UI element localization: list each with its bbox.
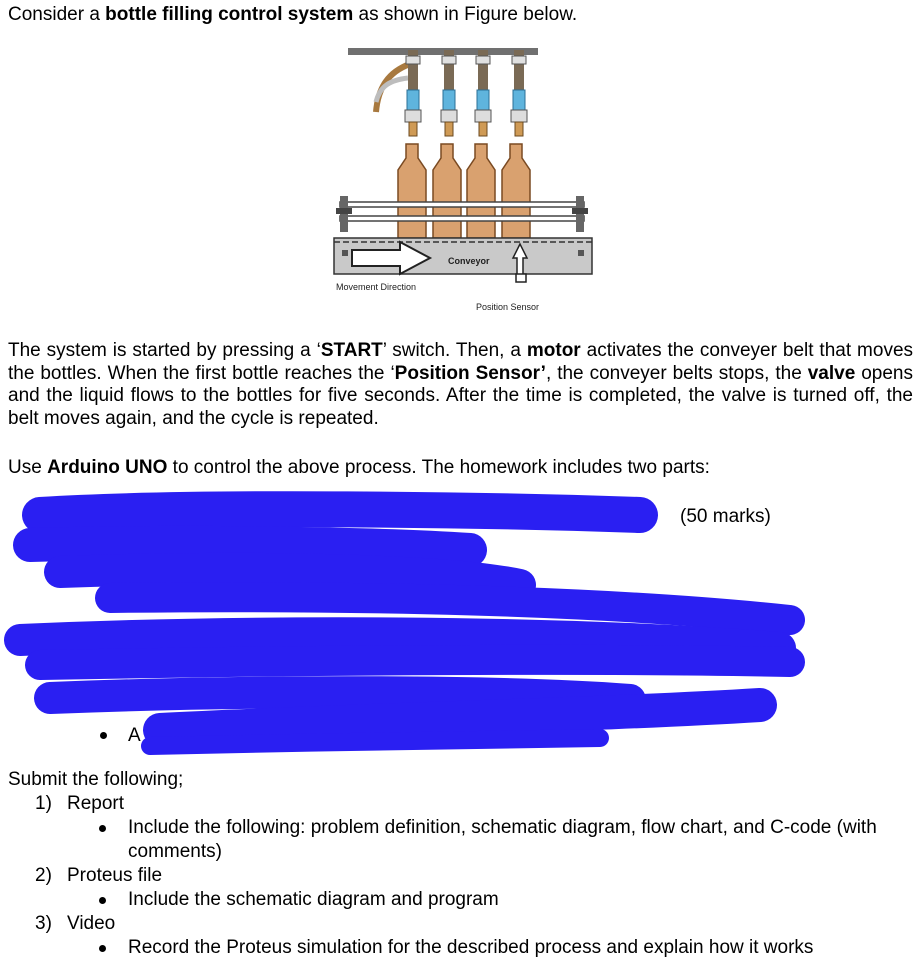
redacted-fragment-1: 1\	[36, 506, 52, 527]
para-text-2: ’ switch. Then, a	[382, 340, 527, 361]
redacted-bullet-dot	[100, 732, 107, 739]
intro-bold-term: bottle filling control system	[105, 4, 354, 25]
redacted-fragment-3: A	[128, 725, 141, 746]
bottle-1	[398, 144, 426, 238]
bullet-text: Include the schematic diagram and program	[128, 889, 499, 910]
para-text-3: activates the conveyer belt that moves the bottles. When the first bottle reaches the ‘	[8, 340, 914, 384]
item-label: Video	[67, 913, 116, 934]
guide-rail-lower	[340, 216, 584, 221]
valve-assembly-4	[511, 50, 527, 136]
bullet-text: Record the Proteus simulation for the described process and explain how it works	[128, 937, 814, 958]
bullet-text: Include the following: problem definition, schematic diagram, flow chart, and C-code (with comments)	[128, 817, 877, 862]
submit-item-video	[8, 912, 913, 936]
para-bold-start: START	[320, 340, 383, 361]
valve-assembly-3	[475, 50, 491, 136]
submit-item-proteus	[8, 864, 913, 888]
intro-suffix: as shown in Figure below.	[353, 4, 578, 25]
position-sensor-label: Position Sensor	[476, 302, 540, 312]
intro-prefix: Consider a	[8, 4, 106, 25]
bullet-dot	[99, 825, 106, 832]
submit-section	[8, 768, 913, 960]
para-text-5: opens and the liquid flows to the bottles for five seconds. After the time is completed, the valve is turned off, the belt moves again, and the cycle is repeated.	[8, 362, 914, 429]
top-rail	[348, 48, 538, 55]
use-suffix: to control the above process. The homework includes two parts:	[167, 457, 710, 478]
movement-direction-label: Movement Direction	[336, 282, 417, 292]
para-text-1: The system is started by pressing a ‘	[8, 340, 321, 361]
intro-sentence	[8, 2, 577, 28]
para-text-4: , the conveyer belts stops, the	[545, 362, 808, 384]
bottle-filling-figure	[328, 36, 598, 318]
bullet-item	[8, 816, 913, 864]
use-bold-arduino: Arduino UNO	[47, 457, 168, 478]
marks-label: (50 marks)	[680, 506, 771, 527]
item-number: 2)	[35, 865, 52, 886]
bottle-2	[433, 144, 461, 238]
bullet-item	[8, 936, 913, 960]
item-number: 3)	[35, 913, 52, 934]
item-label: Proteus file	[67, 865, 163, 886]
redacted-fragment-2: 2\	[36, 627, 52, 648]
item-number: 1)	[35, 793, 52, 814]
conveyor-label: Conveyor	[448, 256, 490, 266]
description-paragraph	[8, 340, 913, 430]
para-bold-valve: valve	[807, 362, 856, 384]
item-label: Report	[67, 793, 125, 814]
use-prefix: Use	[8, 457, 48, 478]
guide-rail-upper	[340, 202, 584, 207]
bottle-3	[467, 144, 495, 238]
bullet-item	[8, 888, 913, 912]
submit-title: Submit the following;	[8, 769, 184, 790]
valve-assembly-1	[405, 50, 421, 136]
use-arduino-line	[8, 456, 710, 480]
bottle-4	[502, 144, 530, 238]
submit-item-report	[8, 792, 913, 816]
bullet-dot	[99, 897, 106, 904]
para-bold-sensor: Position Sensor’	[394, 362, 546, 384]
valve-assembly-2	[441, 50, 457, 136]
para-bold-motor: motor	[526, 340, 581, 361]
bullet-dot	[99, 945, 106, 952]
